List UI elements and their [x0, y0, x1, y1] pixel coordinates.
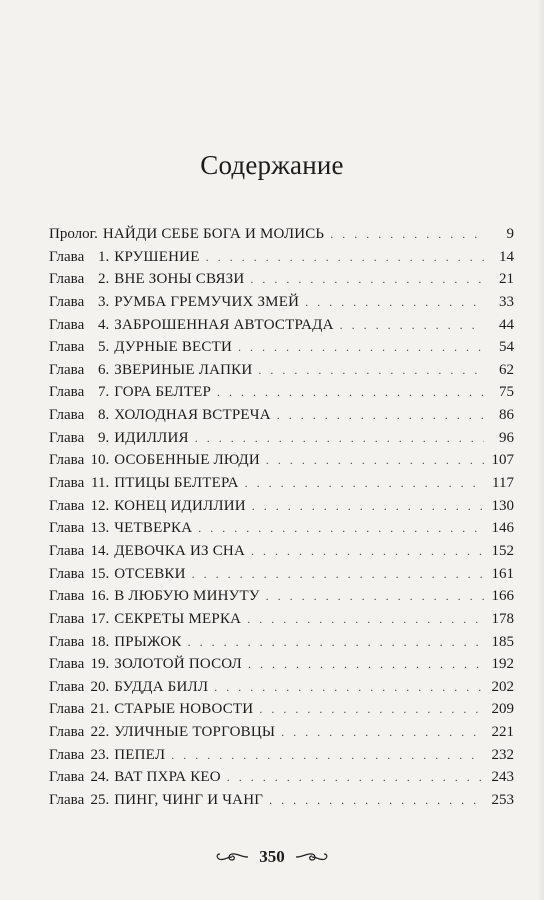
toc-entry-number: 10. — [90, 452, 110, 469]
toc-entry-prefix: Глава — [49, 542, 85, 559]
toc-entry-title: ПЕПЕЛ — [114, 746, 166, 763]
toc-entry-prefix: Глава — [49, 610, 85, 627]
toc-entry-page: 86 — [499, 407, 514, 424]
toc-entry-number: 14. — [90, 542, 110, 559]
toc-entry-number: 23. — [90, 746, 110, 763]
dot-leader — [245, 472, 484, 495]
dot-leader — [259, 698, 484, 721]
toc-entry — [49, 268, 514, 291]
toc-entry-prefix: Глава — [49, 769, 85, 786]
toc-entry-page: 243 — [491, 769, 514, 786]
dot-leader — [192, 563, 484, 586]
toc-entry-page: 75 — [499, 384, 514, 401]
toc-entry-number: 3. — [97, 293, 110, 310]
dot-leader — [281, 721, 484, 744]
toc-entry-page: 96 — [499, 429, 514, 446]
toc-entry-title: ИДИЛЛИЯ — [114, 429, 189, 446]
toc-entry-title: ГОРА БЕЛТЕР — [114, 384, 211, 401]
toc-entry-number: 15. — [90, 565, 110, 582]
toc-entry-number: 21. — [90, 701, 110, 718]
toc-entry — [49, 359, 514, 382]
toc-entry — [49, 653, 514, 676]
dot-leader — [188, 631, 484, 654]
toc-entry-title: ОСОБЕННЫЕ ЛЮДИ — [114, 452, 260, 469]
toc-entry-title: ВАТ ПХРА КЕО — [114, 769, 221, 786]
toc-entry — [49, 540, 514, 563]
toc-entry — [49, 495, 514, 518]
toc-entry-prefix: Глава — [49, 724, 85, 741]
toc-entry-title: ЧЕТВЕРКА — [114, 520, 193, 537]
toc-entry-page: 209 — [491, 701, 514, 718]
toc-entry — [49, 698, 514, 721]
toc-entry-title: ОТСЕВКИ — [114, 565, 186, 582]
dot-leader — [251, 540, 484, 563]
toc-entry-title: В ЛЮБУЮ МИНУТУ — [114, 588, 260, 605]
toc-entry — [49, 563, 514, 586]
toc-entry-prefix: Глава — [49, 701, 85, 718]
toc-entry — [49, 676, 514, 699]
toc-entry-page: 152 — [491, 542, 514, 559]
toc-entry-number: 1. — [97, 248, 110, 265]
toc-entry-number: 8. — [97, 407, 110, 424]
page-title: Содержание — [200, 150, 344, 180]
dot-leader — [217, 381, 484, 404]
toc-entry-prefix: Глава — [49, 248, 85, 265]
toc-entry-page: 166 — [491, 588, 514, 605]
toc-entry-prefix: Глава — [49, 293, 85, 310]
toc-entry-prefix: Глава — [49, 407, 85, 424]
toc-entry-title: ПИНГ, ЧИНГ И ЧАНГ — [114, 792, 264, 809]
flourish-ornament-icon — [215, 851, 249, 863]
dot-leader — [171, 744, 484, 767]
dot-leader — [206, 246, 484, 269]
toc-entry-page: 9 — [506, 226, 514, 242]
toc-entry-number: 2. — [97, 271, 110, 288]
toc-entry — [49, 246, 514, 269]
toc-entry-prefix: Глава — [49, 678, 85, 695]
toc-entry-page: 192 — [491, 656, 514, 673]
dot-leader — [252, 495, 484, 518]
toc-entry-title: РУМБА ГРЕМУЧИХ ЗМЕЙ — [114, 293, 300, 310]
toc-entry-title: НАЙДИ СЕБЕ БОГА И МОЛИСЬ — [102, 226, 325, 242]
toc-entry-title: КРУШЕНИЕ — [114, 248, 200, 265]
toc-entry — [49, 789, 514, 812]
toc-entry-page: 117 — [492, 475, 514, 492]
toc-entry — [49, 608, 514, 631]
toc-entry-title: ПТИЦЫ БЕЛТЕРА — [114, 475, 239, 492]
toc-entry-number: 17. — [90, 610, 110, 627]
dot-leader — [227, 766, 484, 789]
toc-entry — [49, 585, 514, 608]
toc-entry-page: 202 — [491, 678, 514, 695]
dot-leader — [195, 427, 484, 450]
toc-entry-title: ЗОЛОТОЙ ПОСОЛ — [114, 656, 242, 673]
toc-entry-prefix: Глава — [49, 339, 85, 356]
dot-leader — [277, 404, 484, 427]
page-footer — [0, 846, 544, 867]
flourish-ornament-icon — [295, 851, 329, 863]
toc-entry-prefix: Глава — [49, 656, 85, 673]
toc-entry-title: БУДДА БИЛЛ — [114, 678, 209, 695]
toc-entry-prefix: Глава — [49, 429, 85, 446]
toc-entry — [49, 631, 514, 654]
toc-entry-number: 5. — [97, 339, 110, 356]
toc-entry — [49, 472, 514, 495]
toc-entry — [49, 744, 514, 767]
toc-entry — [49, 381, 514, 404]
toc-entry — [49, 404, 514, 427]
toc-entry-page: 54 — [499, 339, 514, 356]
toc-entry-prefix: Глава — [49, 520, 85, 537]
toc-entry-page: 130 — [491, 497, 514, 514]
toc-entry-page: 221 — [491, 724, 514, 741]
dot-leader — [238, 336, 484, 359]
toc-entry-prefix: Глава — [49, 316, 85, 333]
dot-leader — [258, 359, 484, 382]
toc-entry-page: 178 — [491, 610, 514, 627]
toc-entry-page: 107 — [491, 452, 514, 469]
toc-entry — [49, 314, 514, 337]
toc-entry-title: ВНЕ ЗОНЫ СВЯЗИ — [114, 271, 245, 288]
toc-entry-number: 19. — [90, 656, 110, 673]
toc-entry-number: 6. — [97, 361, 110, 378]
toc-entry-title: ДЕВОЧКА ИЗ СНА — [114, 542, 245, 559]
toc-entry-page: 232 — [491, 746, 514, 763]
toc-entry-title: СЕКРЕТЫ МЕРКА — [114, 610, 242, 627]
toc-entry-title: ДУРНЫЕ ВЕСТИ — [114, 339, 233, 356]
toc-entry-prefix: Глава — [49, 792, 85, 809]
dot-leader — [266, 449, 484, 472]
dot-leader — [266, 585, 484, 608]
toc-entry-number: 7. — [97, 384, 110, 401]
toc-entry-page: 161 — [491, 565, 514, 582]
toc-entry-number: 12. — [90, 497, 110, 514]
dot-leader — [305, 291, 484, 314]
toc-entry — [49, 766, 514, 789]
toc-entry-title: ХОЛОДНАЯ ВСТРЕЧА — [114, 407, 271, 424]
dot-leader — [330, 223, 484, 246]
toc-entry-prefix: Глава — [49, 565, 85, 582]
toc-entry — [49, 291, 514, 314]
toc-entry-number: 20. — [90, 678, 110, 695]
dot-leader — [269, 789, 484, 812]
toc-entry — [49, 427, 514, 450]
toc-entry-page: 21 — [499, 271, 514, 288]
toc-entry-prefix: Глава — [49, 746, 85, 763]
toc-entry-number: 16. — [90, 588, 110, 605]
toc-entry-prefix: Глава — [49, 633, 85, 650]
toc-entry-prefix: Глава — [49, 384, 85, 401]
toc-entry-prefix: Глава — [49, 475, 85, 492]
toc-entry — [49, 449, 514, 472]
toc-entry-number: 22. — [90, 724, 110, 741]
toc-entry-prefix: Пролог. — [49, 226, 98, 242]
dot-leader — [198, 517, 484, 540]
toc-entry-page: 253 — [491, 792, 514, 809]
toc-entry-page: 62 — [499, 361, 514, 378]
toc-entry-number: 9. — [97, 429, 110, 446]
dot-leader — [248, 653, 484, 676]
toc-entry — [49, 517, 514, 540]
toc-entry — [49, 223, 514, 246]
toc-entry-page: 33 — [499, 293, 514, 310]
toc-entry-number: 24. — [90, 769, 110, 786]
toc-entry — [49, 721, 514, 744]
dot-leader — [247, 608, 484, 631]
page-edge-shadow — [538, 0, 544, 900]
toc-entry-page: 185 — [491, 633, 514, 650]
page-number: 350 — [259, 847, 285, 867]
toc-entry-number: 18. — [90, 633, 110, 650]
table-of-contents — [49, 223, 514, 812]
dot-leader — [340, 314, 484, 337]
toc-entry-number: 13. — [90, 520, 110, 537]
toc-entry-prefix: Глава — [49, 588, 85, 605]
toc-entry-title: ЗАБРОШЕННАЯ АВТОСТРАДА — [114, 316, 334, 333]
toc-entry-prefix: Глава — [49, 497, 85, 514]
toc-entry-prefix: Глава — [49, 271, 85, 288]
toc-entry-page: 146 — [491, 520, 514, 537]
toc-entry-title: ЗВЕРИНЫЕ ЛАПКИ — [114, 361, 253, 378]
toc-entry-page: 44 — [499, 316, 514, 333]
toc-entry-title: СТАРЫЕ НОВОСТИ — [114, 701, 254, 718]
toc-entry-number: 4. — [97, 316, 110, 333]
toc-entry-number: 25. — [90, 792, 110, 809]
dot-leader — [214, 676, 484, 699]
toc-entry-number: 11. — [91, 475, 110, 492]
toc-entry-title: ПРЫЖОК — [114, 633, 182, 650]
toc-entry — [49, 336, 514, 359]
toc-entry-title: УЛИЧНЫЕ ТОРГОВЦЫ — [114, 724, 276, 741]
toc-entry-title: КОНЕЦ ИДИЛЛИИ — [114, 497, 246, 514]
toc-entry-page: 14 — [499, 248, 514, 265]
dot-leader — [250, 268, 484, 291]
toc-entry-prefix: Глава — [49, 452, 85, 469]
toc-entry-prefix: Глава — [49, 361, 85, 378]
